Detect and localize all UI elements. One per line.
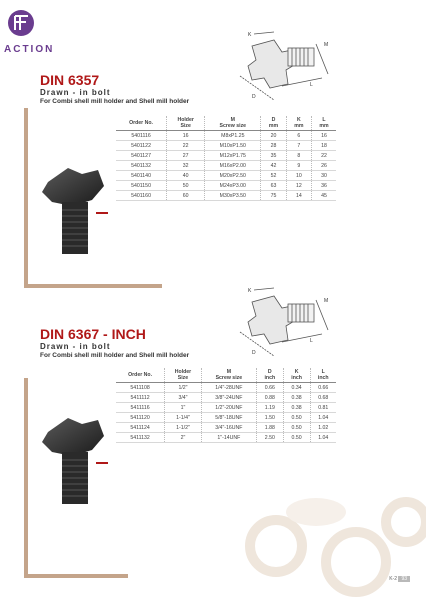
order-no-cell: 5401160 <box>116 191 167 201</box>
l-cell: 45 <box>312 191 336 201</box>
k-cell: 0.38 <box>283 403 310 413</box>
d-cell: 42 <box>261 161 286 171</box>
holder-size-cell: 1" <box>165 403 202 413</box>
section-title: DIN 6357 <box>40 72 100 88</box>
k-cell: 0.50 <box>283 433 310 443</box>
drawn-in-bolt-dimension-drawing <box>230 24 340 106</box>
d-cell: 35 <box>261 151 286 161</box>
table-row <box>116 171 336 181</box>
k-cell: 9 <box>286 161 311 171</box>
table-header-row <box>116 116 336 131</box>
order-no-cell: 5411108 <box>116 383 165 393</box>
table-row <box>116 413 336 423</box>
header-cell: D mm <box>261 116 286 131</box>
k-cell: 12 <box>286 181 311 191</box>
screw-size-cell: M24xP3.00 <box>205 181 261 191</box>
decor-bar-bottom-top <box>24 284 162 288</box>
l-cell: 1.04 <box>310 413 336 423</box>
decor-bar-left-top <box>24 108 28 288</box>
l-cell: 1.02 <box>310 423 336 433</box>
holder-size-cell: 40 <box>167 171 205 181</box>
order-no-cell: 5401122 <box>116 141 167 151</box>
screw-size-cell: 3/8"-24UNF <box>201 393 256 403</box>
k-cell: 7 <box>286 141 311 151</box>
dim-label: L <box>310 338 313 344</box>
order-no-cell: 5411132 <box>116 433 165 443</box>
d-cell: 28 <box>261 141 286 151</box>
background-parts-image <box>236 492 426 600</box>
holder-size-cell: 1-1/2" <box>165 423 202 433</box>
d-cell: 1.19 <box>256 403 283 413</box>
holder-size-cell: 60 <box>167 191 205 201</box>
l-cell: 36 <box>312 181 336 191</box>
screw-size-cell: 3/4"-16UNF <box>201 423 256 433</box>
header-cell: L inch <box>310 368 336 383</box>
table-row <box>116 383 336 393</box>
table-row <box>116 191 336 201</box>
k-cell: 0.50 <box>283 423 310 433</box>
drawn-in-bolt-dimension-drawing <box>230 280 340 362</box>
k-cell: 0.34 <box>283 383 310 393</box>
l-cell: 30 <box>312 171 336 181</box>
dim-label: K <box>248 32 252 38</box>
header-cell: Holder Size <box>165 368 202 383</box>
spec-table <box>116 368 336 443</box>
order-no-cell: 5411112 <box>116 393 165 403</box>
holder-size-cell: 1/2" <box>165 383 202 393</box>
section-subtitle: Drawn - in bolt <box>40 88 111 97</box>
screw-size-cell: 1/2"-20UNF <box>201 403 256 413</box>
page-number: 93 <box>398 576 410 582</box>
screw-size-cell: M20xP2.50 <box>205 171 261 181</box>
section-description: For Combi shell mill holder and Shell mill holder <box>40 352 190 359</box>
decor-bar-bottom-bottom <box>24 574 128 578</box>
l-cell: 0.81 <box>310 403 336 413</box>
table-header-row <box>116 368 336 383</box>
l-cell: 16 <box>312 131 336 141</box>
order-no-cell: 5401132 <box>116 161 167 171</box>
holder-size-cell: 27 <box>167 151 205 161</box>
d-cell: 2.50 <box>256 433 283 443</box>
l-cell: 22 <box>312 151 336 161</box>
section-description: For Combi shell mill holder and Shell mill holder <box>40 98 190 105</box>
order-no-cell: 5411124 <box>116 423 165 433</box>
holder-size-cell: 3/4" <box>165 393 202 403</box>
dim-label: M <box>324 298 329 304</box>
dim-label: D <box>252 94 256 100</box>
dim-label: M <box>324 42 329 48</box>
screw-size-cell: M12xP1.75 <box>205 151 261 161</box>
d-cell: 20 <box>261 131 286 141</box>
holder-size-cell: 22 <box>167 141 205 151</box>
l-cell: 26 <box>312 161 336 171</box>
header-cell: Holder Size <box>167 116 205 131</box>
k-cell: 10 <box>286 171 311 181</box>
k-cell: 0.50 <box>283 413 310 423</box>
order-no-cell: 5401116 <box>116 131 167 141</box>
screw-size-cell: 1/4"-28UNF <box>201 383 256 393</box>
section-title: DIN 6367 - INCH <box>40 326 146 342</box>
order-no-cell: 5401150 <box>116 181 167 191</box>
table-row <box>116 151 336 161</box>
k-cell: 0.38 <box>283 393 310 403</box>
d-cell: 1.50 <box>256 413 283 423</box>
l-cell: 1.04 <box>310 433 336 443</box>
order-no-cell: 5411116 <box>116 403 165 413</box>
order-no-cell: 5401140 <box>116 171 167 181</box>
header-cell: M Screw size <box>205 116 261 131</box>
d-cell: 63 <box>261 181 286 191</box>
holder-size-cell: 50 <box>167 181 205 191</box>
holder-size-cell: 2" <box>165 433 202 443</box>
l-cell: 0.68 <box>310 393 336 403</box>
screw-size-cell: M30xP3.50 <box>205 191 261 201</box>
table-row <box>116 423 336 433</box>
k-cell: 8 <box>286 151 311 161</box>
order-no-cell: 5411120 <box>116 413 165 423</box>
screw-size-cell: 1"-14UNF <box>201 433 256 443</box>
drawn-in-bolt-photo <box>38 410 108 520</box>
brand-name: ACTION <box>4 44 55 55</box>
d-cell: 0.66 <box>256 383 283 393</box>
table-row <box>116 181 336 191</box>
d-cell: 75 <box>261 191 286 201</box>
screw-size-cell: M8xP1.25 <box>205 131 261 141</box>
section-subtitle: Drawn - in bolt <box>40 342 111 351</box>
d-cell: 1.88 <box>256 423 283 433</box>
dim-label: K <box>248 288 252 294</box>
screw-size-cell: M10xP1.50 <box>205 141 261 151</box>
k-cell: 14 <box>286 191 311 201</box>
holder-size-cell: 1-1/4" <box>165 413 202 423</box>
header-cell: K mm <box>286 116 311 131</box>
page-footer <box>389 576 410 582</box>
d-cell: 0.88 <box>256 393 283 403</box>
dim-label: L <box>310 82 313 88</box>
header-cell: K inch <box>283 368 310 383</box>
header-cell: Order No. <box>116 116 167 131</box>
table-row <box>116 131 336 141</box>
holder-size-cell: 16 <box>167 131 205 141</box>
table-row <box>116 161 336 171</box>
dim-label: D <box>252 350 256 356</box>
table-row <box>116 393 336 403</box>
header-cell: Order No. <box>116 368 165 383</box>
d-cell: 52 <box>261 171 286 181</box>
drawn-in-bolt-photo <box>38 160 108 270</box>
k-cell: 6 <box>286 131 311 141</box>
l-cell: 18 <box>312 141 336 151</box>
brand-logo-icon <box>8 10 34 36</box>
table-row <box>116 141 336 151</box>
l-cell: 0.66 <box>310 383 336 393</box>
section-code: K-2 <box>389 576 398 582</box>
decor-bar-left-bottom <box>24 378 28 578</box>
table-row <box>116 433 336 443</box>
pointer-mark <box>96 462 108 464</box>
screw-size-cell: 5/8"-18UNF <box>201 413 256 423</box>
header-cell: M Screw size <box>201 368 256 383</box>
order-no-cell: 5401127 <box>116 151 167 161</box>
screw-size-cell: M16xP2.00 <box>205 161 261 171</box>
spec-table <box>116 116 336 201</box>
table-row <box>116 403 336 413</box>
pointer-mark <box>96 212 108 214</box>
holder-size-cell: 32 <box>167 161 205 171</box>
header-cell: D inch <box>256 368 283 383</box>
header-cell: L mm <box>312 116 336 131</box>
